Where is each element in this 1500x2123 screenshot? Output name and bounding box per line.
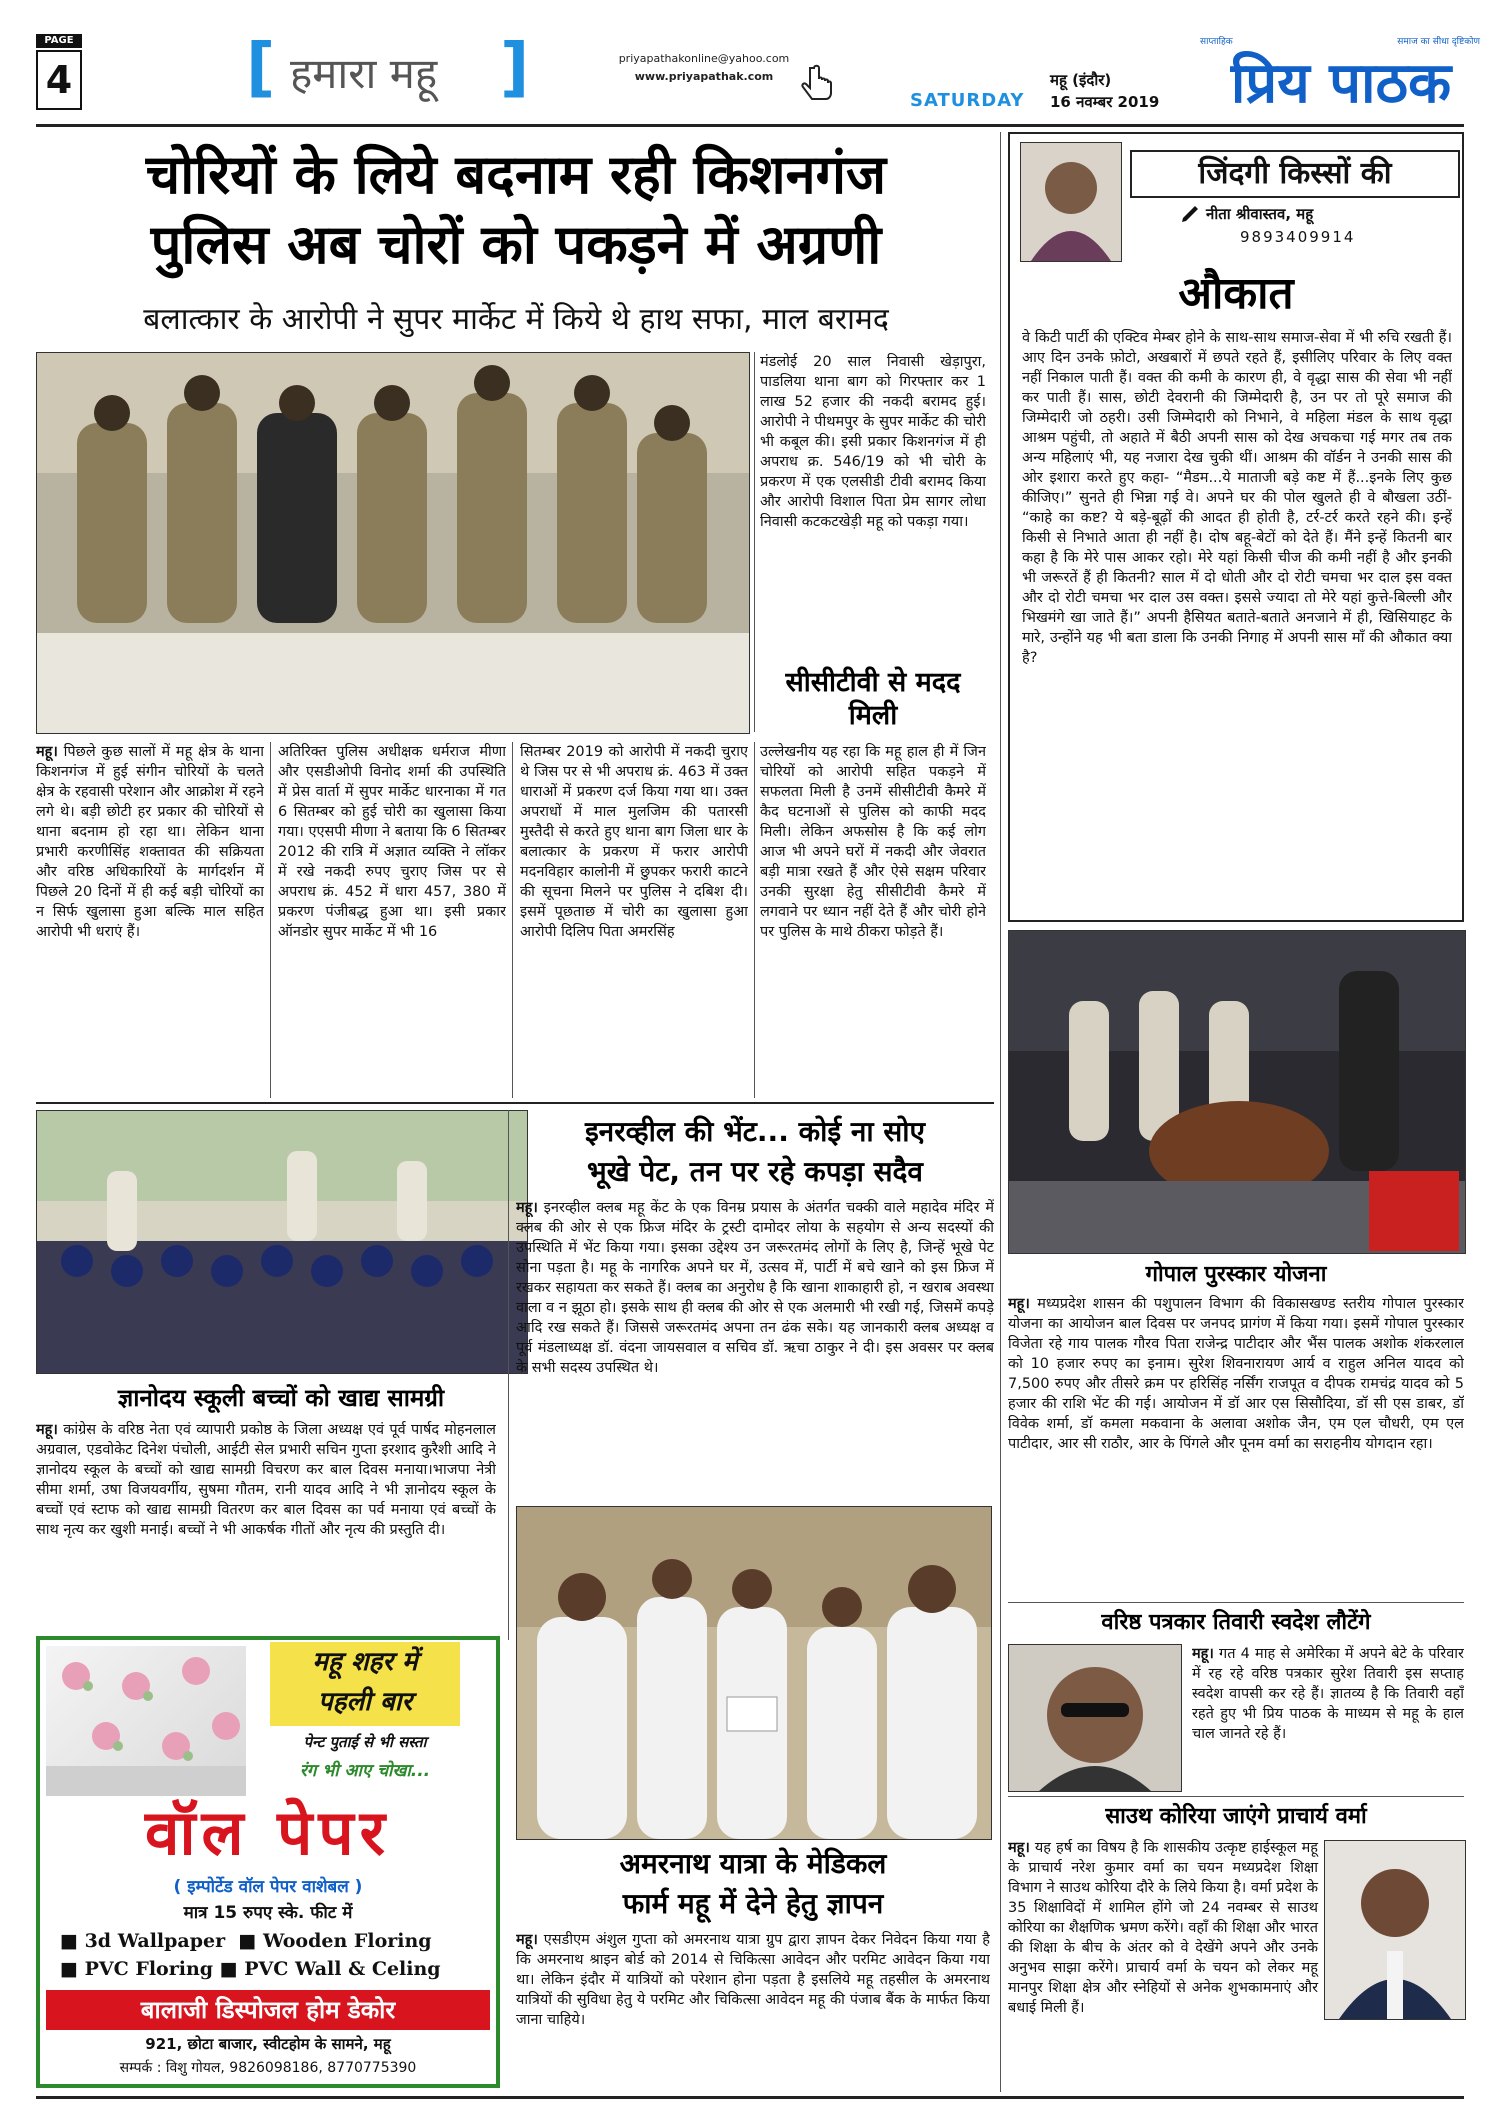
lead-column-3: सितम्बर 2019 को आरोपी में नकदी चुराए थे जिस पर से भी अपराध क्रं. 463 में उक्त धाराओं में प्रकरण दर्ज किया गया था। उक्त अपराधों में माल मुलजिम की पतारसी मुस्तैदी से करते हुए थाना बाग जिला धार के बलात्कार के प्रकरण में फरार आरोपी मदनविहार कालोनी में छुपकर फरारी काटने की सूचना मिलने पर पुलिस ने दबिश दी। इसमें पूछताछ में चोरी का खुलासा हुआ आरोपी दिलिप पिता अमरसिंह bbox=[520, 744, 748, 940]
section-bracket-right: ] bbox=[500, 31, 530, 105]
school-heading: ज्ञानोदय स्कूली बच्चों को खाद्य सामग्री bbox=[117, 1384, 445, 1412]
ad-price: मात्र 15 रुपए स्के. फीट में bbox=[183, 1903, 353, 1923]
amarnath-headline-line-2: फार्म महू में देने हेतु ज्ञापन bbox=[622, 1887, 884, 1920]
lead-headline-line-2: पुलिस अब चोरों को पकड़ने में अग्रणी bbox=[150, 213, 882, 276]
email-text: priyapathakonline@yahoo.com bbox=[618, 52, 790, 65]
place-label: महू (इंदौर) bbox=[1050, 71, 1112, 89]
innerwheel-headline-line-2: भूखे पेट, तन पर रहे कपड़ा सदैव bbox=[587, 1155, 923, 1188]
wallpaper-sample-image bbox=[46, 1646, 246, 1796]
gopal-heading: गोपाल पुरस्कार योजना bbox=[1145, 1262, 1327, 1287]
ad-contact: सम्पर्क : विशु गोयल, 9826098186, 8770775390 bbox=[119, 2060, 417, 2076]
korea-body-text: यह हर्ष का विषय है कि शासकीय उत्कृष्ट हाईस्कूल महू के प्राचार्य नरेश कुमार वर्मा का चयन मध्यप्रदेश शिक्षा विभाग ने साउथ कोरिया दौरे के लिये किया है। वर्मा प्रदेश के 35 शिक्षाविदों में शामिल होंगे जो 24 नवम्बर से साउथ कोरिया का शैक्षणिक भ्रमण करेंगे। वहाँ की शिक्षा और भारत की शिक्षा के बीच के अंतर को वे देखेंगे अपने और उनके अनुभव साझा करेंगे। प्राचार्य वर्मा के चयन को लेकर महू मानपुर शिक्षा क्षेत्र और स्नेहियों से अनेक शुभकामनाएं और बधाई मिली हैं। bbox=[1008, 1840, 1318, 2016]
page-number: 4 bbox=[36, 50, 82, 110]
section-title: हमारा महू bbox=[290, 49, 438, 98]
lead-column-4: उल्लेखनीय यह रहा कि महू हाल ही में जिन चोरियों को आरोपी सहित पकड़ने में सफलता मिली है उनमें सीसीटीवी कैमरे में कैद घटनाओं से पुलिस को काफी मदद मिली। लेकिन अफसोस है कि कई लोग आज भी अपने घरों में नकदी और जेवरात बड़ी मात्रा रखते हैं और ऐसे सक्षम परिवार उनकी सुरक्षा हेतु सीसीटीवी कैमरे में लगवाने पर ध्यान नहीं देते हैं और चोरी होने पर पुलिस के माथे ठीकरा फोड़ते हैं। bbox=[760, 744, 986, 940]
journalist-dateline: महू। bbox=[1192, 1646, 1214, 1662]
journalist-heading: वरिष्ठ पत्रकार तिवारी स्वदेश लौटेंगे bbox=[1101, 1610, 1371, 1635]
ad-tag-line-1: महू शहर में bbox=[312, 1647, 418, 1677]
lead-headline-line-1: चोरियों के लिये बदनाम रही किशनगंज bbox=[145, 143, 887, 206]
gopal-body-text: मध्यप्रदेश शासन की पशुपालन विभाग की विकासखण्ड स्तरीय गोपाल पुरस्कार योजना का आयोजन बाल दिवस पर जनपद प्रागंण में किया गया। इसमें गोपाल पुरस्कार विजेता रहे गाय पालक गौरव पिता राजेन्द्र पाटीदार और भैंस पालक अशोक शंकरलाल को 10 हजार रुपए का इनाम। सुरेश शिवनारायण आर्य व राहुल अनिल यादव को 7,500 रुपए और तीसरे क्रम पर हरिसिंह नर्सिंग राजपूत व दीपक रामचंद्र यादव को 5 हजार की राशि भेंट की गई। आयोजन में डॉ आर एस सिसौदिया, डॉ सी एस डाबर, डॉ विवेक शर्मा, डॉ कमला मकवाना के अलावा अशोक जैन, एम एल चौधरी, एम एल पाटीदार, आर सी राठौर, आर के पिंगले और पूनम वर्मा का सराहनीय योगदान रहा। bbox=[1008, 1296, 1464, 1452]
section-rule bbox=[1008, 1602, 1464, 1603]
bullet-square-icon: ■ bbox=[60, 1930, 78, 1952]
amarnath-headline-line-1: अमरनाथ यात्रा के मेडिकल bbox=[619, 1847, 887, 1880]
school-body-text: कांग्रेस के वरिष्ठ नेता एवं व्यापारी प्रकोष्ठ के जिला अध्यक्ष एवं पूर्व पार्षद मोहनलाल अग्रवाल, एडवोकेट दिनेश पंचोली, आईटी सेल प्रभारी सचिन गुप्ता इरशाद कुरैशी आदि ने ज्ञानोदय स्कूल के बच्चों को खाद्य सामग्री विचरण कर बाल दिवस मनाया।भाजपा नेत्री सीमा शर्मा, उषा विजयवर्गीय, सुषमा गौतम, रानी यादव आदि ने भी ज्ञानोदय स्कूल के बच्चों एवं स्टाफ को खाद्य सामग्री वितरण कर बाल दिवस का पर्व मनाया एवं बच्चों के साथ नृत्य कर खुशी मनाई। बच्चों ने भी आकर्षक गीतों और नृत्य की प्रस्तुति दी। bbox=[36, 1422, 496, 1538]
innerwheel-body-text: इनरव्हील क्लब महू केंट के एक विनम्र प्रयास के अंतर्गत चक्की वाले महादेव मंदिर में क्लब की ओर से एक फ्रिज मंदिर के ट्रस्टी दामोदर लोया के सहयोग से अन्य सदस्यों की उपस्थिति में भेंट किया गया। इसका उद्देश्य उन जरूरतमंद लोगों के लिए है, जिन्हें भूखे पेट सोना पड़ता है। महू के नागरिक अपने घर में, उत्सव में, पार्टी में बचे खाने को इस फ्रिज में रखकर सहायता कर सकते हैं। क्लब का अनुरोध है कि खाना शाकाहारी हो, न खराब अवस्था वाला व न झूठा हो। इसके साथ ही क्लब की ओर से एक अलमारी भी रखी गई, जिसमें कपड़े आदि रख सकते हैं। जिससे जरूरतमंद अपना तन ढंक सके। यह जानकारी क्लब अध्यक्ष व पूर्व मंडलाध्यक्ष डॉ. वंदना जायसवाल व सचिव डॉ. ऋचा ठाकुर ने दी। इस अवसर पर क्लब के सभी सदस्य उपस्थित थे। bbox=[516, 1200, 994, 1376]
innerwheel-dateline: महू। bbox=[516, 1200, 538, 1216]
column-divider bbox=[270, 742, 271, 1098]
lead-column-1-text: पिछले कुछ सालों में महू क्षेत्र के थाना किशनगंज में हुई संगीन चोरियों के चलते क्षेत्र के रहवासी परेशान और आक्रोश में रहने लगे थे। बड़ी छोटी हर प्रकार की चोरियों से थाना बदनाम हो रहा था। लेकिन थाना प्रभारी करणीसिंह शक्तावत की सक्रियता और वरिष्ठ अधिकारियों के मार्गदर्शन में पिछले 20 दिनों में ही कई बड़ी चोरियों का न सिर्फ खुलासा हुआ बल्कि माल सहित आरोपी भी धराएं हैं। bbox=[36, 744, 264, 940]
ad-items-row-2 bbox=[60, 1958, 480, 1984]
date-label: 16 नवम्बर 2019 bbox=[1050, 93, 1160, 111]
website-text: www.priyapathak.com bbox=[634, 70, 774, 83]
police-press-photo bbox=[36, 352, 750, 734]
amarnath-dateline: महू। bbox=[516, 1932, 538, 1948]
school-photo bbox=[36, 1110, 528, 1374]
paper-logo: प्रिय पाठक bbox=[1230, 51, 1452, 116]
innerwheel-body bbox=[516, 1198, 994, 1500]
ad-item-3: PVC Floring bbox=[84, 1958, 214, 1980]
column-phone: 9893409914 bbox=[1240, 228, 1356, 246]
lead-side-text: मंडलोई 20 साल निवासी खेड़ापुरा, पाडलिया थाना बाग को गिरफ्तार कर 1 लाख 52 हजार की नकदी बरामद हुई। आरोपी ने पीथमपुर के सुपर मार्केट की चोरी भी कबूल की। इसी प्रकार किशनगंज में ही अपराध क्र. 546/19 को भी चोरी के प्रकरण में एक एलसीडी टीवी बरामद किया और आरोपी विशाल पिता प्रेम सागर लोधा निवासी कटकटखेड़ी महू को पकड़ा गया। bbox=[760, 354, 986, 530]
column-body: वे किटी पार्टी की एक्टिव मेम्बर होने के साथ-साथ समाज-सेवा में भी रुचि रखती हैं। आए दिन उनके फ़ोटो, अखबारों में छपते रहते हैं, इसीलिए परिवार के लिए वक्त नहीं निकाल पाती हैं। वक्त की कमी के कारण ही, वे वृद्धा सास की सेवा भी नहीं कर पाती हैं। सास, छोटी देवरानी की जिम्मेदारी है, उन पर तो पूरे समाज की जिम्मेदारी जो ठहरी। उसी जिम्मेदारी को निभाने, वे महिला मंडल के साथ वृद्धा आश्रम पहुंची, तो अहाते में बैठी अपनी सास को देख अचकचा गई मगर तब तक अन्य महिलाएं भी, यह नजारा देख चुकी थीं। आश्रम की वॉर्डन ने उनकी सास की ओर इशारा करते हुए कहा- “मैडम...ये माताजी बड़े कष्ट में हैं...इनके लिए कुछ कीजिए।” सुनते ही भिन्ना गई वे। अपने घर की पोल खुलते ही वे बौखला उठीं- “काहे का कष्ट? ये बड़े-बूढ़ों की आदत ही होती है, टर्र-टर्र करते रहने की। इन्हें किसी से निभाते आता ही नहीं है। दोष बहू-बेटों को देते हैं। मैंने इन्हें कितनी बार कहा है कि मेरे पास आकर रहो। मेरे यहां किसी चीज की कमी नहीं है और इनकी भी जरूरतें हैं ही कितनी? साल में दो धोती और दो रोटी चमचा भर दाल इस वक्त और दो रोटी चमचा भर दाल उस वक्त। इससे ज्यादा तो मेरे यहां कुत्ते-बिल्ली और भिखमंगे खा जाते हैं।” अपनी हैसियत बताते-बताते अनजाने में ही, खिसियाहट के मारे, उन्होंने यह भी बता डाला कि उनकी निगाह में अपनी सास माँ की औकात क्या है? bbox=[1022, 330, 1452, 666]
page-label: PAGE bbox=[36, 34, 82, 48]
section-bracket-left: [ bbox=[246, 31, 276, 105]
korea-dateline: महू। bbox=[1008, 1840, 1030, 1856]
bullet-square-icon: ■ bbox=[219, 1958, 238, 1980]
pen-icon bbox=[1180, 204, 1202, 224]
ad-item-1: 3d Wallpaper bbox=[84, 1930, 226, 1952]
gopal-body bbox=[1008, 1294, 1464, 1604]
lead-dateline: महू। bbox=[36, 744, 58, 760]
author-photo bbox=[1020, 142, 1122, 262]
gopal-award-photo bbox=[1008, 930, 1466, 1254]
paper-tagline-left: साप्ताहिक bbox=[1200, 37, 1233, 47]
ad-shop-name: बालाजी डिस्पोजल होम डेकोर bbox=[46, 1990, 490, 2030]
section-rule bbox=[36, 1102, 994, 1104]
pointer-hand-icon bbox=[796, 64, 836, 104]
amarnath-body bbox=[516, 1930, 990, 2088]
section-rule bbox=[1008, 1796, 1464, 1797]
column-heading: औकात bbox=[1178, 268, 1294, 319]
column-divider bbox=[1000, 132, 1001, 2092]
masthead-rule bbox=[36, 124, 1464, 127]
journalist-body bbox=[1192, 1644, 1464, 1790]
column-divider bbox=[508, 1110, 509, 1640]
cctv-heading: सीसीटीवी से मदद मिली bbox=[785, 667, 961, 731]
ad-items-row-1 bbox=[60, 1930, 480, 1956]
korea-heading: साउथ कोरिया जाएंगे प्राचार्य वर्मा bbox=[1105, 1804, 1367, 1829]
ad-sub: ( इम्पोर्टेड वॉल पेपर वाशेबल ) bbox=[173, 1877, 363, 1897]
column-divider bbox=[512, 742, 513, 1098]
footer-rule bbox=[36, 2096, 1464, 2099]
day-label: SATURDAY bbox=[910, 90, 1025, 111]
photo-wrap-space bbox=[1318, 1838, 1464, 2018]
bullet-square-icon: ■ bbox=[238, 1930, 257, 1952]
journalist-photo bbox=[1008, 1644, 1182, 1792]
ad-item-2: Wooden Floring bbox=[262, 1930, 432, 1952]
column-divider bbox=[754, 352, 755, 732]
gopal-dateline: महू। bbox=[1008, 1296, 1030, 1312]
korea-body bbox=[1008, 1838, 1464, 2088]
paper-tagline-right: समाज का सीधा दृष्टिकोण bbox=[1397, 37, 1480, 47]
school-dateline: महू। bbox=[36, 1422, 58, 1438]
lead-column-1 bbox=[36, 742, 264, 1098]
memorandum-photo bbox=[516, 1506, 992, 1840]
column-title: जिंदगी किस्सों की bbox=[1130, 150, 1460, 198]
column-author: नीता श्रीवास्तव, महू bbox=[1206, 205, 1314, 223]
bullet-square-icon: ■ bbox=[60, 1958, 78, 1980]
innerwheel-headline-line-1: इनरव्हील की भेंट... कोई ना सोए bbox=[584, 1115, 926, 1148]
ad-line-1: पेन्ट पुताई से भी सस्ता bbox=[303, 1733, 427, 1751]
ad-tag-line-2: पहली बार bbox=[317, 1687, 413, 1717]
ad-line-2: रंग भी आए चोखा... bbox=[299, 1761, 431, 1781]
ad-title: वॉल पेपर bbox=[145, 1796, 391, 1869]
column-divider bbox=[754, 742, 755, 1098]
ad-address: 921, छोटा बाजार, स्वीटहोम के सामने, महू bbox=[145, 2035, 391, 2053]
ad-item-4: PVC Wall & Celing bbox=[244, 1958, 441, 1980]
journalist-body-text: गत 4 माह से अमेरिका में अपने बेटे के परिवार में रह रहे वरिष्ठ पत्रकार सुरेश तिवारी इस सप्ताह स्वदेश वापसी कर रहे हैं। ज्ञातव्य है कि तिवारी वहाँ रहते हुए भी प्रिय पाठक के माध्यम से महू के हाल चाल जानते रहे हैं। bbox=[1192, 1646, 1464, 1742]
ad-tag-box bbox=[270, 1642, 460, 1726]
amarnath-body-text: एसडीएम अंशुल गुप्ता को अमरनाथ यात्रा ग्रुप द्वारा ज्ञापन देकर निवेदन किया गया है कि अमरनाथ श्राइन बोर्ड को 2014 से चिकित्सा आवेदन और परमिट आवेदन किया गया था। लेकिन इंदौर में यात्रियों को परेशान होना पड़ता है इसलिये महू तहसील के अमरनाथ यात्रियों की सुविधा हेतु ये परमिट और चिकित्सा आवेदन महू की पंजाब बैंक के मार्फत किया जाना चाहिये। bbox=[516, 1932, 990, 2028]
school-body bbox=[36, 1420, 496, 1626]
lead-subhead: बलात्कार के आरोपी ने सुपर मार्केट में किये थे हाथ सफा, माल बरामद bbox=[143, 302, 889, 337]
lead-column-2: अतिरिक्त पुलिस अधीक्षक धर्मराज मीणा और एसडीओपी विनोद शर्मा की उपस्थिति में प्रेस वार्ता में सुपर मार्केट धारनाका में गत 6 सितम्बर को हुई चोरी का खुलासा किया गया। एएसपी मीणा ने बताया कि 6 सितम्बर 2012 की रात्रि में अज्ञात व्यक्ति ने लॉकर में रखे नकदी रुपए चुराए जिस पर से अपराध क्रं. 452 में धारा 457, 380 में प्रकरण पंजीबद्ध हुआ था। इसी प्रकार ऑनडोर सुपर मार्केट में भी 16 bbox=[278, 744, 506, 940]
